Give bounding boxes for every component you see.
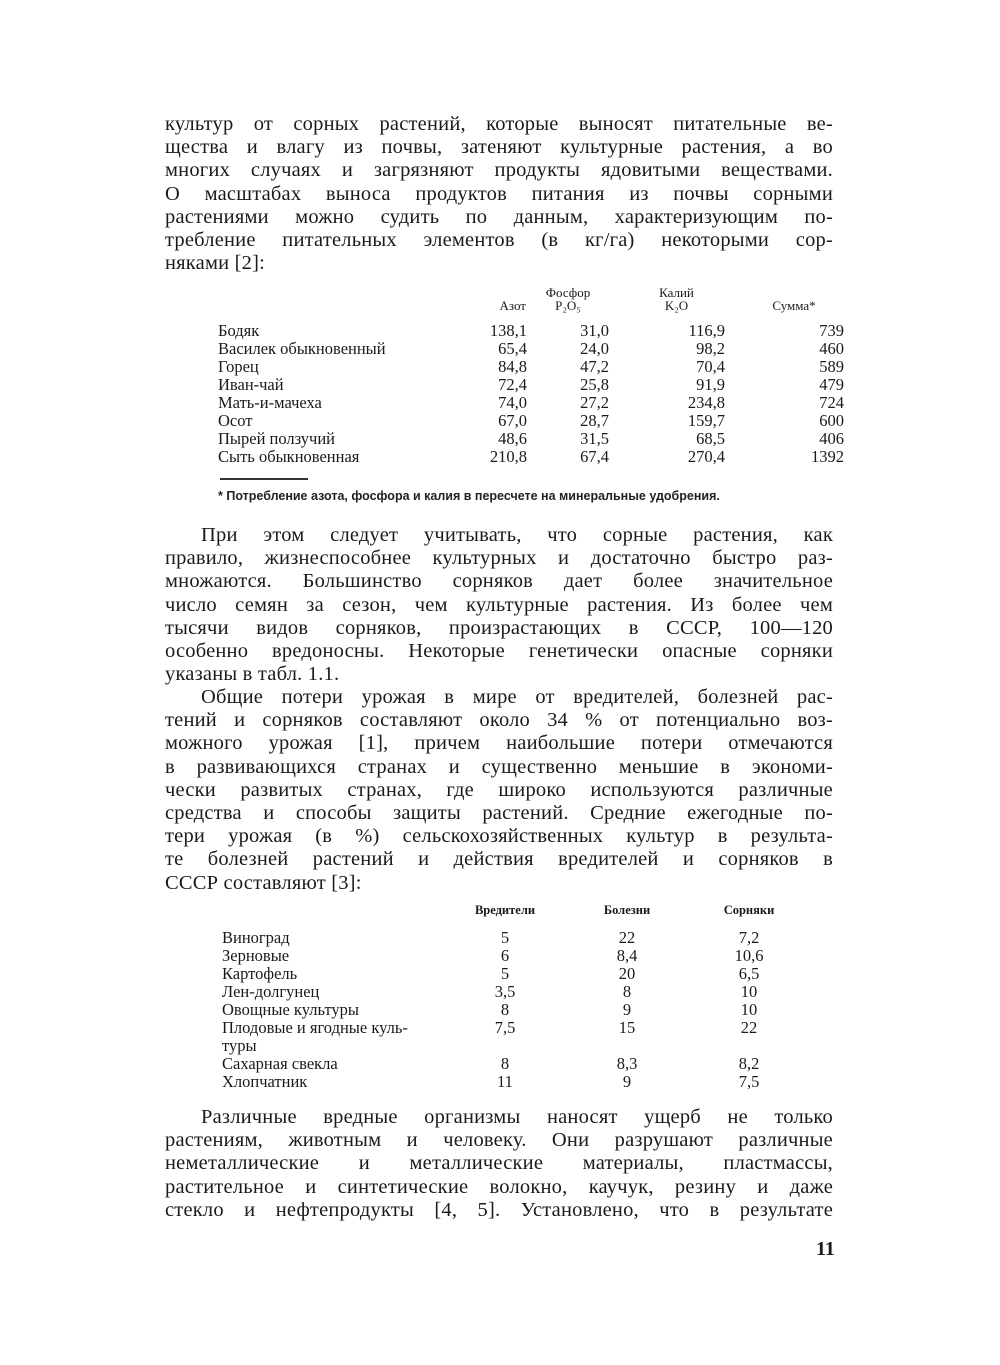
text-line: щества и влагу из почвы, затеняют культурные растения, а во bbox=[165, 136, 833, 159]
weed-name: Осот bbox=[218, 411, 253, 430]
text-line: можного урожая [1], причем наибольшие потери отмечаются bbox=[165, 732, 833, 755]
text-line: тери урожая (в %) сельскохозяйственных культур в результа- bbox=[165, 825, 833, 848]
header-phosphorus bbox=[527, 285, 609, 322]
diseases-value: 8 bbox=[622, 982, 632, 1001]
text-line: растениями можно судить по данным, характеризующим по- bbox=[165, 205, 833, 228]
table-row bbox=[222, 1019, 800, 1055]
text-line: Различные вредные организмы наносят ущерб не только bbox=[201, 1106, 833, 1128]
header-label: Фосфор bbox=[545, 285, 591, 300]
nitrogen-value: 65,4 bbox=[498, 339, 527, 358]
text-line: правило, жизнеспособнее культурных и достаточно быстро раз- bbox=[165, 547, 833, 570]
header-label: Калий bbox=[659, 285, 694, 300]
table-row bbox=[218, 376, 844, 394]
text-line: множаются. Большинство сорняков дает более значительное bbox=[165, 570, 833, 593]
table-row bbox=[218, 322, 844, 340]
crop-name: Овощные культуры bbox=[222, 1000, 359, 1019]
weeds-value: 7,5 bbox=[738, 1072, 760, 1091]
text-line: растениям, животным и человеку. Они разрушают различные bbox=[165, 1129, 833, 1152]
text-line: Общие потери урожая в мире от вредителей, болезней рас- bbox=[201, 686, 833, 708]
text-line: чески развитых странах, где широко используются различные bbox=[165, 778, 833, 801]
table-row bbox=[222, 1001, 800, 1019]
total-value: 600 bbox=[819, 411, 844, 430]
text-line: многих случаях и загрязняют продукты ядовитыми веществами. bbox=[165, 159, 833, 182]
table-row bbox=[222, 1073, 800, 1091]
phosphorus-value: 24,0 bbox=[580, 339, 609, 358]
nitrogen-value: 210,8 bbox=[489, 447, 527, 466]
weed-name: Горец bbox=[218, 357, 259, 376]
weeds-value: 10 bbox=[740, 1000, 758, 1019]
weed-name: Василек обыкновенный bbox=[218, 339, 386, 358]
total-value: 724 bbox=[819, 393, 844, 412]
total-value: 406 bbox=[819, 429, 844, 448]
table-row bbox=[222, 983, 800, 1001]
crop-name: Сахарная свекла bbox=[222, 1054, 338, 1073]
text-line: средства и способы защиты растений. Средние ежегодные по- bbox=[165, 802, 833, 825]
nitrogen-value: 67,0 bbox=[498, 411, 527, 430]
nitrogen-value: 138,1 bbox=[489, 321, 527, 340]
table-row bbox=[218, 430, 844, 448]
weed-name: Иван-чай bbox=[218, 375, 284, 394]
phosphorus-value: 28,7 bbox=[580, 411, 609, 430]
text-line: стекло и нефтепродукты [4, 5]. Установлено, что в результате bbox=[165, 1198, 833, 1221]
text-line: указаны в табл. 1.1. bbox=[165, 663, 340, 686]
header-nitrogen bbox=[470, 285, 527, 322]
crop-name: Хлопчатник bbox=[222, 1072, 308, 1091]
crop-losses-table bbox=[222, 900, 800, 1091]
potassium-value: 234,8 bbox=[687, 393, 725, 412]
footnote-divider bbox=[220, 478, 308, 480]
diseases-value: 9 bbox=[622, 1000, 632, 1019]
table-row bbox=[222, 965, 800, 983]
table-row bbox=[222, 1055, 800, 1073]
weeds-value: 22 bbox=[740, 1018, 758, 1037]
nitrogen-value: 84,8 bbox=[498, 357, 527, 376]
pests-value: 6 bbox=[500, 946, 510, 965]
paragraph-crop-losses bbox=[165, 686, 833, 895]
crop-name-line: Плодовые и ягодные куль- bbox=[222, 1018, 408, 1037]
table-row bbox=[218, 340, 844, 358]
pests-value: 5 bbox=[500, 928, 510, 947]
pests-value: 5 bbox=[500, 964, 510, 983]
diseases-value: 8,3 bbox=[616, 1054, 638, 1073]
header-formula: P₂O₅ bbox=[555, 298, 581, 313]
text-line: СССР составляют [3]: bbox=[165, 871, 362, 894]
page-number: 11 bbox=[816, 1238, 835, 1260]
header-formula: K₂O bbox=[664, 298, 689, 313]
text-line: О масштабах выноса продуктов питания из почвы сорными bbox=[165, 182, 833, 205]
crop-name: Лен-долгунец bbox=[222, 982, 320, 1001]
weeds-value: 6,5 bbox=[738, 964, 760, 983]
diseases-value: 8,4 bbox=[616, 946, 638, 965]
header-label: Сумма* bbox=[772, 298, 816, 313]
diseases-value: 15 bbox=[618, 1018, 636, 1037]
header-weeds: Сорняки bbox=[723, 903, 775, 917]
nitrogen-value: 74,0 bbox=[498, 393, 527, 412]
nitrogen-value: 72,4 bbox=[498, 375, 527, 394]
weeds-value: 10,6 bbox=[734, 946, 764, 965]
table-row bbox=[222, 947, 800, 965]
weed-name: Пырей ползучий bbox=[218, 429, 336, 448]
phosphorus-value: 27,2 bbox=[580, 393, 609, 412]
text-line: те болезней растений и действия вредителей и сорняков в bbox=[165, 848, 833, 871]
potassium-value: 159,7 bbox=[687, 411, 725, 430]
text-line: няками [2]: bbox=[165, 252, 266, 275]
text-line: тений и сорняков составляют около 34 % от потенциально воз- bbox=[165, 709, 833, 732]
text-line: в развивающихся странах и существенно меньшие в экономи- bbox=[165, 755, 833, 778]
weeds-value: 10 bbox=[740, 982, 758, 1001]
paragraph-intro bbox=[165, 113, 833, 275]
header-blank bbox=[222, 900, 454, 929]
pests-value: 11 bbox=[497, 1072, 513, 1091]
phosphorus-value: 31,0 bbox=[580, 321, 609, 340]
paragraph-weed-vitality bbox=[165, 524, 833, 686]
weed-name: Мать-и-мачеха bbox=[218, 393, 322, 412]
crop-name-line: туры bbox=[222, 1036, 257, 1055]
diseases-value: 9 bbox=[622, 1072, 632, 1091]
pests-value: 8 bbox=[500, 1000, 510, 1019]
potassium-value: 98,2 bbox=[696, 339, 725, 358]
header-total bbox=[725, 285, 844, 322]
text-line: культур от сорных растений, которые выносят питательные ве- bbox=[165, 113, 833, 135]
total-value: 460 bbox=[819, 339, 844, 358]
weeds-value: 8,2 bbox=[738, 1054, 760, 1073]
paragraph-material-damage bbox=[165, 1106, 833, 1222]
crop-name: Зерновые bbox=[222, 946, 290, 965]
table-header-row bbox=[218, 285, 844, 322]
crop-name: Картофель bbox=[222, 964, 298, 983]
table-row bbox=[218, 394, 844, 412]
weed-name: Сыть обыкновенная bbox=[218, 447, 360, 466]
total-value: 1392 bbox=[811, 447, 844, 466]
header-potassium bbox=[609, 285, 725, 322]
potassium-value: 68,5 bbox=[696, 429, 725, 448]
text-line: растительное и синтетические волокно, каучук, резину и даже bbox=[165, 1175, 833, 1198]
crop-name: Виноград bbox=[222, 928, 290, 947]
potassium-value: 270,4 bbox=[687, 447, 725, 466]
potassium-value: 116,9 bbox=[688, 321, 725, 340]
table-row bbox=[218, 448, 844, 466]
weeds-value: 7,2 bbox=[738, 928, 760, 947]
table-row bbox=[218, 358, 844, 376]
text-line: тысячи видов сорняков, произрастающих в СССР, 100—120 bbox=[165, 616, 833, 639]
weed-name: Бодяк bbox=[218, 321, 260, 340]
text-line: число семян за сезон, чем культурные растения. Из более чем bbox=[165, 593, 833, 616]
header-diseases: Болезни bbox=[603, 903, 651, 917]
crop-name bbox=[222, 1019, 454, 1055]
phosphorus-value: 25,8 bbox=[580, 375, 609, 394]
total-value: 479 bbox=[819, 375, 844, 394]
diseases-value: 22 bbox=[618, 928, 636, 947]
nutrient-consumption-table bbox=[218, 285, 844, 466]
potassium-value: 70,4 bbox=[696, 357, 725, 376]
header-label: Азот bbox=[499, 298, 526, 313]
pests-value: 7,5 bbox=[494, 1018, 516, 1037]
header-pests: Вредители bbox=[474, 903, 536, 917]
header-blank bbox=[218, 285, 470, 322]
phosphorus-value: 47,2 bbox=[580, 357, 609, 376]
text-line: требление питательных элементов (в кг/га) некоторыми сор- bbox=[165, 229, 833, 252]
pests-value: 3,5 bbox=[494, 982, 516, 1001]
nitrogen-value: 48,6 bbox=[498, 429, 527, 448]
potassium-value: 91,9 bbox=[696, 375, 725, 394]
diseases-value: 20 bbox=[618, 964, 636, 983]
text-line: особенно вредоносны. Некоторые генетически опасные сорняки bbox=[165, 640, 833, 663]
phosphorus-value: 67,4 bbox=[580, 447, 609, 466]
table-footnote: * Потребление азота, фосфора и калия в пересчете на минеральные удобрения. bbox=[218, 489, 720, 503]
total-value: 739 bbox=[819, 321, 844, 340]
total-value: 589 bbox=[819, 357, 844, 376]
text-line: неметаллические и металлические материалы, пластмассы, bbox=[165, 1152, 833, 1175]
pests-value: 8 bbox=[500, 1054, 510, 1073]
table-row bbox=[218, 412, 844, 430]
table-header-row bbox=[222, 900, 800, 929]
phosphorus-value: 31,5 bbox=[580, 429, 609, 448]
text-line: При этом следует учитывать, что сорные растения, как bbox=[201, 524, 833, 546]
table-row bbox=[222, 929, 800, 947]
